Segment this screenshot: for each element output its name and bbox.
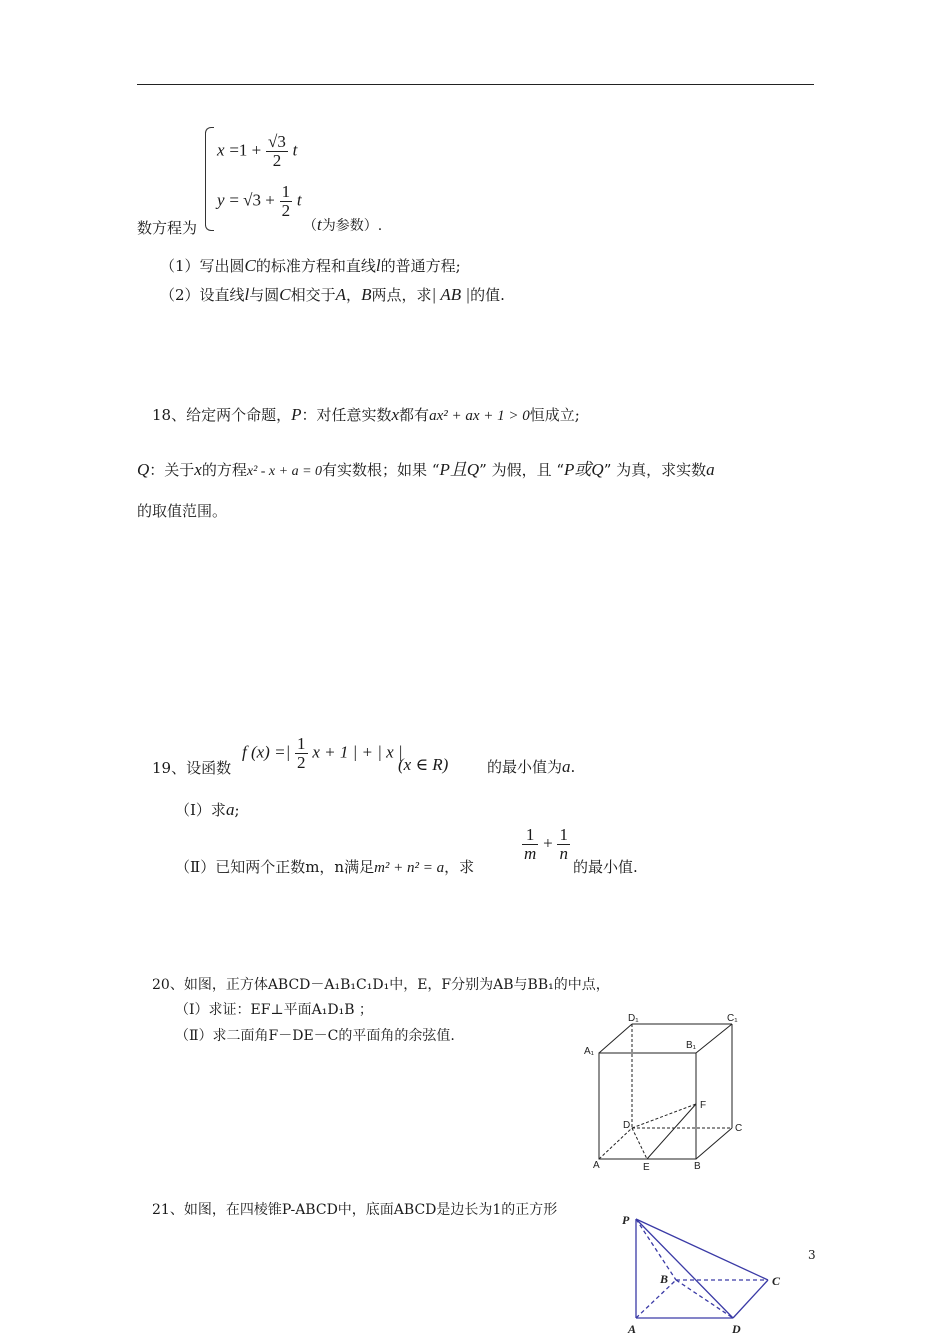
- header-rule: [137, 84, 814, 85]
- cube-figure: [580, 1008, 755, 1178]
- eq-x-num: √3: [268, 132, 286, 151]
- segment-e-f: [647, 1104, 696, 1159]
- q21-line1: [152, 1199, 557, 1219]
- q19-l1-a-var: a: [562, 757, 571, 776]
- label-d: D: [623, 1120, 631, 1131]
- edge-b1-c1: [696, 1024, 732, 1053]
- q18-l2-PandQ: P且Q: [439, 460, 480, 479]
- q19-l1-a: 19、设函数: [152, 759, 232, 777]
- edge-d-c: [733, 1280, 768, 1318]
- label-b: B: [694, 1161, 701, 1172]
- label-d: D: [732, 1322, 741, 1336]
- q18-l1-x: x: [391, 405, 400, 424]
- q19-fx-dom: (x ∈ R): [398, 755, 449, 774]
- segment-d-f-hidden: [632, 1104, 696, 1128]
- eq-x-var: t: [292, 140, 298, 160]
- q18-line1: [152, 404, 580, 425]
- q17-p2-a: （2）设直线: [160, 286, 245, 304]
- q17-p2-comma: ，: [346, 286, 362, 304]
- q19-part1: [175, 799, 240, 820]
- param-eq-y: [217, 183, 302, 220]
- q18-l2-PorQ: P或Q: [564, 460, 604, 479]
- pyramid-figure: [620, 1208, 790, 1338]
- q18-l2-d: ” 为假，且 “: [479, 461, 565, 479]
- eq-x-eq: =1 +: [229, 140, 262, 160]
- q18-l2-a: ：关于: [149, 461, 195, 479]
- system-brace: [205, 127, 214, 231]
- q17-part2: [160, 284, 505, 305]
- edge-a-b-hidden: [636, 1280, 676, 1318]
- q18-l1-ineq: ax² + ax + 1 > 0: [429, 408, 530, 424]
- q17-p1-c: 的普通方程;: [380, 257, 461, 275]
- q19-p1-a: （Ⅰ）求: [175, 801, 226, 819]
- q19-plus: +: [543, 833, 553, 853]
- q18-line3: [137, 500, 227, 521]
- q18-l1-c: 都有: [399, 406, 430, 424]
- q19-f1-num: 1: [522, 826, 538, 845]
- edge-b-d-hidden: [676, 1280, 733, 1318]
- q18-l1-P: P: [291, 405, 302, 424]
- label-c1: C₁: [727, 1013, 738, 1024]
- q20-part1: [175, 999, 373, 1019]
- q19-fx-num: 1: [297, 734, 306, 753]
- q17-p1-C: C: [244, 256, 256, 275]
- q17-p2-c: 相交于: [290, 286, 336, 304]
- q19-p2-a: （Ⅱ）已知两个正数m，n满足: [175, 858, 375, 876]
- eq-y-den: 2: [281, 200, 291, 220]
- q19-sum: [522, 826, 570, 863]
- q17-p2-A: A: [335, 285, 347, 304]
- q18-l2-e: ” 为真，求实数: [603, 461, 707, 479]
- edge-a1-d1: [599, 1024, 632, 1053]
- q18-l2-x: x: [194, 460, 202, 479]
- q19-p2-c: 的最小值.: [573, 858, 638, 876]
- label-a: A: [628, 1322, 637, 1336]
- param-note-close: 为参数）.: [321, 218, 383, 234]
- q19-function: [242, 735, 403, 772]
- param-intro-text: 数方程为: [137, 219, 198, 237]
- q19-domain: [398, 755, 448, 775]
- q19-f1-den: m: [524, 843, 537, 863]
- q18-l2-a-var: a: [706, 460, 715, 479]
- page-number: 3: [808, 1248, 816, 1262]
- q18-l2-c: 有实数根；如果 “: [322, 461, 440, 479]
- q17-p2-d: 两点，求: [371, 286, 432, 304]
- q19-l1-c: .: [570, 758, 576, 776]
- eq-y-num: 1: [281, 182, 291, 201]
- q20-p2: （Ⅱ）求二面角F－DE－C的平面角的余弦值.: [175, 1028, 455, 1044]
- q19-part2: [175, 856, 474, 877]
- label-p: P: [622, 1213, 630, 1227]
- q18-l3: 的取值范围。: [137, 502, 228, 520]
- q19-line1-end: [487, 756, 575, 777]
- q19-p2-b: ，求: [444, 858, 475, 876]
- cube-front-face: [599, 1053, 696, 1159]
- q19-line1: [152, 757, 231, 778]
- q20-p1: （Ⅰ）求证：EF⊥平面A₁D₁B ；: [175, 1002, 373, 1018]
- label-a1: A₁: [584, 1046, 595, 1057]
- q19-part2-end: [573, 856, 638, 877]
- label-d1: D₁: [628, 1013, 639, 1024]
- label-c: C: [772, 1274, 781, 1288]
- q17-p1-a: （1）写出圆: [160, 257, 245, 275]
- q19-p1-var: a: [225, 800, 235, 819]
- q18-l1-d: 恒成立;: [529, 406, 580, 424]
- label-c: C: [735, 1123, 743, 1134]
- q17-p2-e: 的值.: [470, 286, 505, 304]
- q21-l1: 21、如图，在四棱锥P-ABCD中，底面ABCD是边长为1的正方形: [152, 1202, 558, 1218]
- param-intro: [137, 217, 197, 238]
- q19-l1-b: 的最小值为: [487, 758, 563, 776]
- q19-p1-b: ;: [234, 801, 240, 819]
- param-note-open: （: [303, 218, 317, 234]
- q17-p2-abs: | AB |: [431, 285, 471, 304]
- q19-f2-num: 1: [559, 825, 568, 844]
- eq-y-lhs: y: [217, 190, 225, 210]
- label-b: B: [660, 1272, 669, 1286]
- q18-l1-b: ：对任意实数: [301, 406, 392, 424]
- q19-fx-den: 2: [297, 752, 306, 772]
- q18-l2-eq: x² - x + a = 0: [246, 464, 323, 479]
- param-note: [303, 215, 382, 235]
- edge-p-d: [636, 1219, 733, 1318]
- label-e: E: [643, 1162, 650, 1173]
- q17-p2-b: 与圆: [249, 286, 280, 304]
- q20-l1: 20、如图，正方体ABCD－A₁B₁C₁D₁中，E，F分别为AB与BB₁的中点，: [152, 977, 610, 993]
- param-note-var: t: [317, 215, 322, 234]
- q17-p2-B: B: [361, 285, 372, 304]
- segment-d-e-hidden: [632, 1128, 647, 1159]
- q18-l2-b: 的方程: [201, 461, 247, 479]
- q20-line1: [152, 974, 610, 994]
- q19-f2-den: n: [559, 843, 568, 863]
- q17-p2-C: C: [279, 285, 291, 304]
- q20-part2: [175, 1025, 455, 1045]
- q19-fx-rhs: x + 1 | + | x |: [312, 742, 403, 762]
- eq-y-var: t: [296, 190, 302, 210]
- eq-x-den: 2: [272, 150, 282, 170]
- q17-p1-l: l: [375, 256, 381, 275]
- q18-l1-a: 18、给定两个命题，: [152, 406, 292, 424]
- q17-p1-b: 的标准方程和直线: [255, 257, 376, 275]
- q17-part1: [160, 255, 461, 276]
- label-b1: B₁: [686, 1040, 697, 1051]
- eq-x-lhs: x: [217, 140, 225, 160]
- q17-p2-l: l: [244, 285, 250, 304]
- eq-y-eq: = √3 +: [229, 190, 275, 210]
- param-eq-x: [217, 133, 297, 170]
- edge-a-d-hidden: [599, 1128, 632, 1159]
- q18-l2-Q: Q: [137, 460, 150, 479]
- q19-p2-eq: m² + n² = a: [374, 860, 445, 876]
- q18-line2: [137, 455, 715, 480]
- q19-fx-lhs: f (x) =|: [242, 742, 291, 762]
- label-a: A: [593, 1160, 600, 1171]
- label-f: F: [700, 1100, 707, 1111]
- edge-b-c: [696, 1128, 732, 1159]
